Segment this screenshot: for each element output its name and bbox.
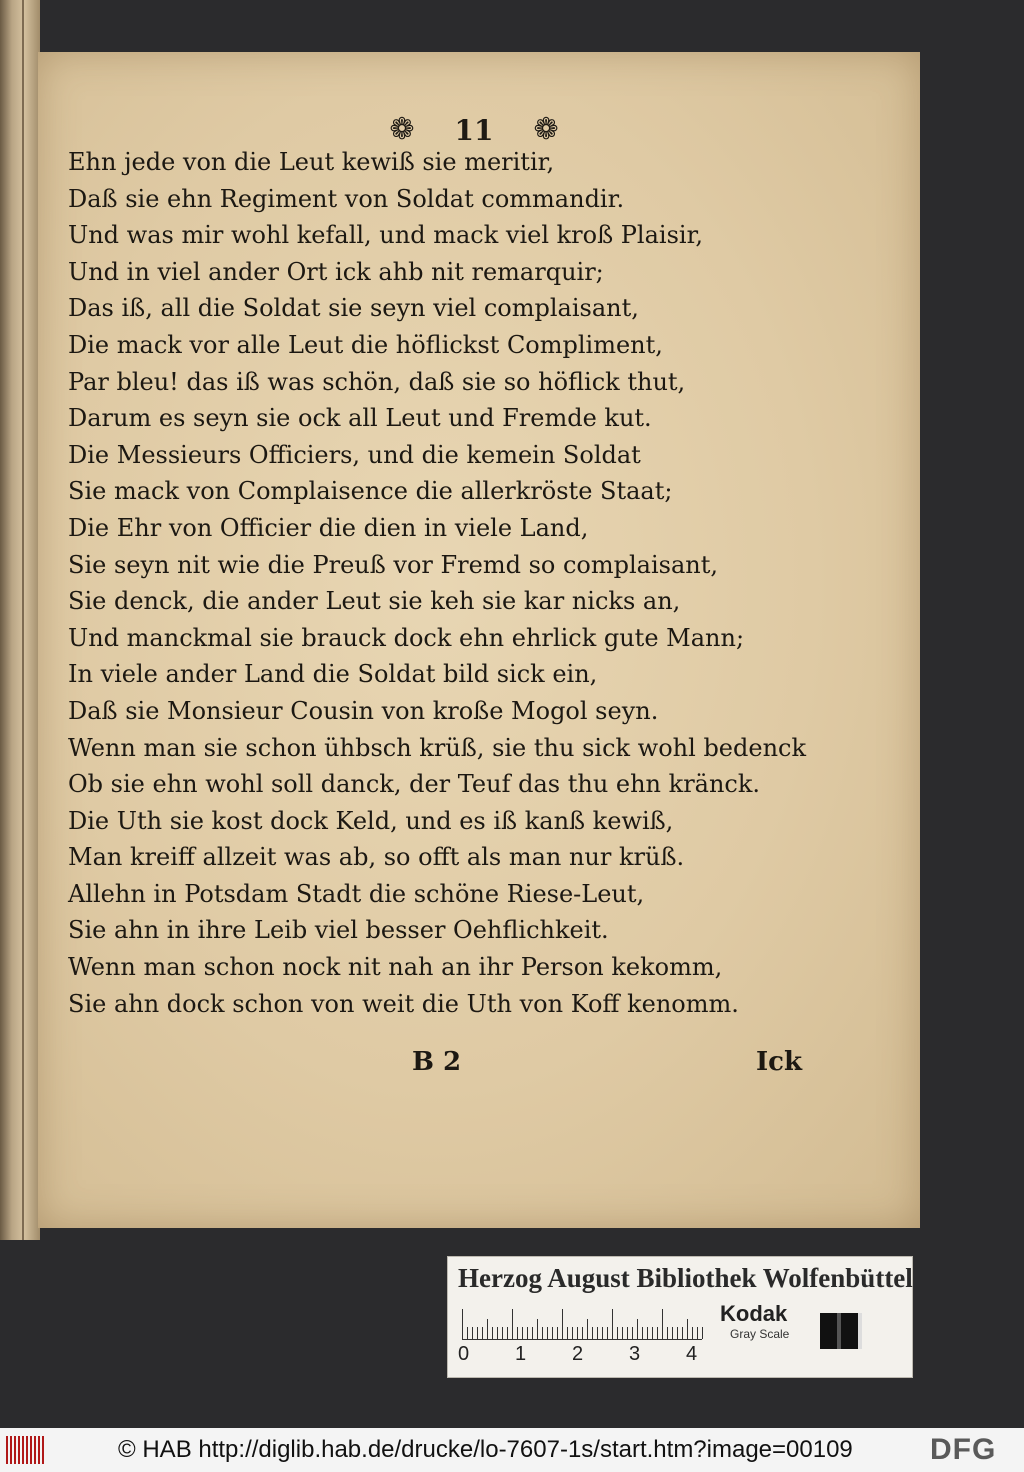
page-number: 11: [454, 113, 494, 147]
library-color-label: [447, 1256, 913, 1378]
ruler-tick: [532, 1327, 533, 1339]
page-footer-marks: [38, 1047, 920, 1087]
dfg-logo[interactable]: DFG: [930, 1433, 997, 1466]
ruler-tick: [542, 1327, 543, 1339]
ruler-tick: [597, 1327, 598, 1339]
poem-text: [68, 144, 807, 1022]
poem-line: Sie denck, die ander Leut sie keh sie kar nicks an,: [68, 587, 681, 616]
ruler-tick: [482, 1327, 483, 1339]
ruler-tick: [662, 1309, 663, 1339]
ruler-tick: [687, 1319, 688, 1339]
poem-line: Daß sie ehn Regiment von Soldat commandir.: [68, 184, 625, 213]
ruler-tick: [622, 1327, 623, 1339]
ruler-tick: [587, 1319, 588, 1339]
ruler-tick: [592, 1327, 593, 1339]
poem-line: Und manckmal sie brauck dock ehn ehrlick gute Mann;: [68, 623, 745, 652]
ruler-tick: [702, 1327, 703, 1339]
ruler-tick: [647, 1327, 648, 1339]
library-name: Herzog August Bibliothek Wolfenbüttel: [458, 1263, 913, 1293]
ruler-tick: [657, 1327, 658, 1339]
ruler-tick: [557, 1327, 558, 1339]
ruler-tick: [462, 1309, 463, 1339]
ruler-tick: [517, 1327, 518, 1339]
poem-line: Wenn man schon nock nit nah an ihr Person kekomm,: [68, 953, 723, 982]
viewer-footer: [0, 1428, 1024, 1472]
ruler-numbers: [458, 1343, 718, 1367]
ruler-number: 4: [686, 1343, 698, 1365]
ruler-scale: [462, 1309, 702, 1340]
poem-line: Sie ahn dock schon von weit die Uth von Koff kenomm.: [68, 989, 739, 1018]
poem-line: Darum es seyn sie ock all Leut und Fremde kut.: [68, 404, 652, 433]
ruler-tick: [492, 1327, 493, 1339]
ruler-number: 2: [572, 1343, 584, 1365]
flower-ornament-left-icon: ❁: [389, 112, 415, 147]
ruler-tick: [582, 1327, 583, 1339]
hab-logo-icon[interactable]: [6, 1436, 46, 1464]
ruler-tick: [627, 1327, 628, 1339]
ruler-tick: [697, 1327, 698, 1339]
poem-line: Allehn in Potsdam Stadt die schöne Riese-Leut,: [68, 879, 645, 908]
poem-line: Die Uth sie kost dock Keld, und es iß kanß kewiß,: [68, 806, 674, 835]
ruler-tick: [607, 1327, 608, 1339]
ruler-tick: [632, 1327, 633, 1339]
poem-line: Man kreiff allzeit was ab, so offt als man nur krüß.: [68, 843, 685, 872]
ruler-tick: [477, 1327, 478, 1339]
ruler-number: 0: [458, 1343, 470, 1365]
ruler-tick: [502, 1327, 503, 1339]
ruler-tick: [637, 1319, 638, 1339]
ruler-tick: [547, 1327, 548, 1339]
catchword: Ick: [756, 1047, 803, 1077]
kodak-brand: Kodak: [720, 1301, 788, 1326]
poem-line: Sie seyn nit wie die Preuß vor Fremd so complaisant,: [68, 550, 718, 579]
poem-line: In viele ander Land die Soldat bild sick ein,: [68, 660, 598, 689]
book-edge: [0, 0, 40, 1240]
poem-line: Sie ahn in ihre Leib viel besser Oehflichkeit.: [68, 916, 609, 945]
kodak-gray-scale-text: Gray Scale: [730, 1327, 790, 1341]
book-page: [38, 52, 920, 1228]
poem-line: Ehn jede von die Leut kewiß sie meritir,: [68, 148, 555, 176]
gray-scale-patch: [820, 1313, 862, 1349]
poem-line: Das iß, all die Soldat sie seyn viel complaisant,: [68, 294, 639, 323]
poem-line: Par bleu! das iß was schön, daß sie so höflick thut,: [68, 367, 686, 396]
ruler-tick: [677, 1327, 678, 1339]
poem-line: Die Messieurs Officiers, und die kemein Soldat: [68, 440, 641, 469]
ruler-tick: [672, 1327, 673, 1339]
kodak-logo: [720, 1301, 810, 1351]
ruler-tick: [652, 1327, 653, 1339]
ruler-tick: [527, 1327, 528, 1339]
poem-line: Die Ehr von Officier die dien in viele Land,: [68, 513, 589, 542]
ruler-tick: [642, 1327, 643, 1339]
ruler-tick: [467, 1327, 468, 1339]
poem-line: Daß sie Monsieur Cousin von kroße Mogol seyn.: [68, 696, 659, 725]
poem-line: Und was mir wohl kefall, und mack viel kroß Plaisir,: [68, 221, 704, 250]
ruler-tick: [572, 1327, 573, 1339]
ruler-tick: [497, 1327, 498, 1339]
flower-ornament-right-icon: ❁: [533, 112, 559, 147]
ruler-tick: [667, 1327, 668, 1339]
ruler-number: 1: [515, 1343, 527, 1365]
ruler-tick: [577, 1327, 578, 1339]
ruler-tick: [612, 1309, 613, 1339]
ruler-tick: [552, 1327, 553, 1339]
poem-line: Sie mack von Complaisence die allerkröste Staat;: [68, 477, 673, 506]
signature-mark: B 2: [412, 1047, 462, 1077]
ruler-tick: [507, 1327, 508, 1339]
poem-line: Wenn man sie schon ühbsch krüß, sie thu sick wohl bedenck: [68, 733, 807, 762]
ruler-tick: [567, 1327, 568, 1339]
ruler-tick: [617, 1327, 618, 1339]
ruler-tick: [562, 1309, 563, 1339]
ruler-tick: [692, 1327, 693, 1339]
copyright-link[interactable]: © HAB http://diglib.hab.de/drucke/lo-7607-1s/start.htm?image=00109: [118, 1436, 853, 1463]
ruler-tick: [602, 1327, 603, 1339]
ruler-number: 3: [629, 1343, 641, 1365]
poem-line: Die mack vor alle Leut die höflickst Compliment,: [68, 330, 663, 359]
ruler-tick: [487, 1319, 488, 1339]
ruler-tick: [682, 1327, 683, 1339]
poem-line: Ob sie ehn wohl soll danck, der Teuf das thu ehn kränck.: [68, 770, 761, 799]
poem-line: Und in viel ander Ort ick ahb nit remarquir;: [68, 257, 604, 286]
ruler-tick: [512, 1309, 513, 1339]
ruler-tick: [537, 1319, 538, 1339]
ruler-tick: [472, 1327, 473, 1339]
ruler-tick: [522, 1327, 523, 1339]
